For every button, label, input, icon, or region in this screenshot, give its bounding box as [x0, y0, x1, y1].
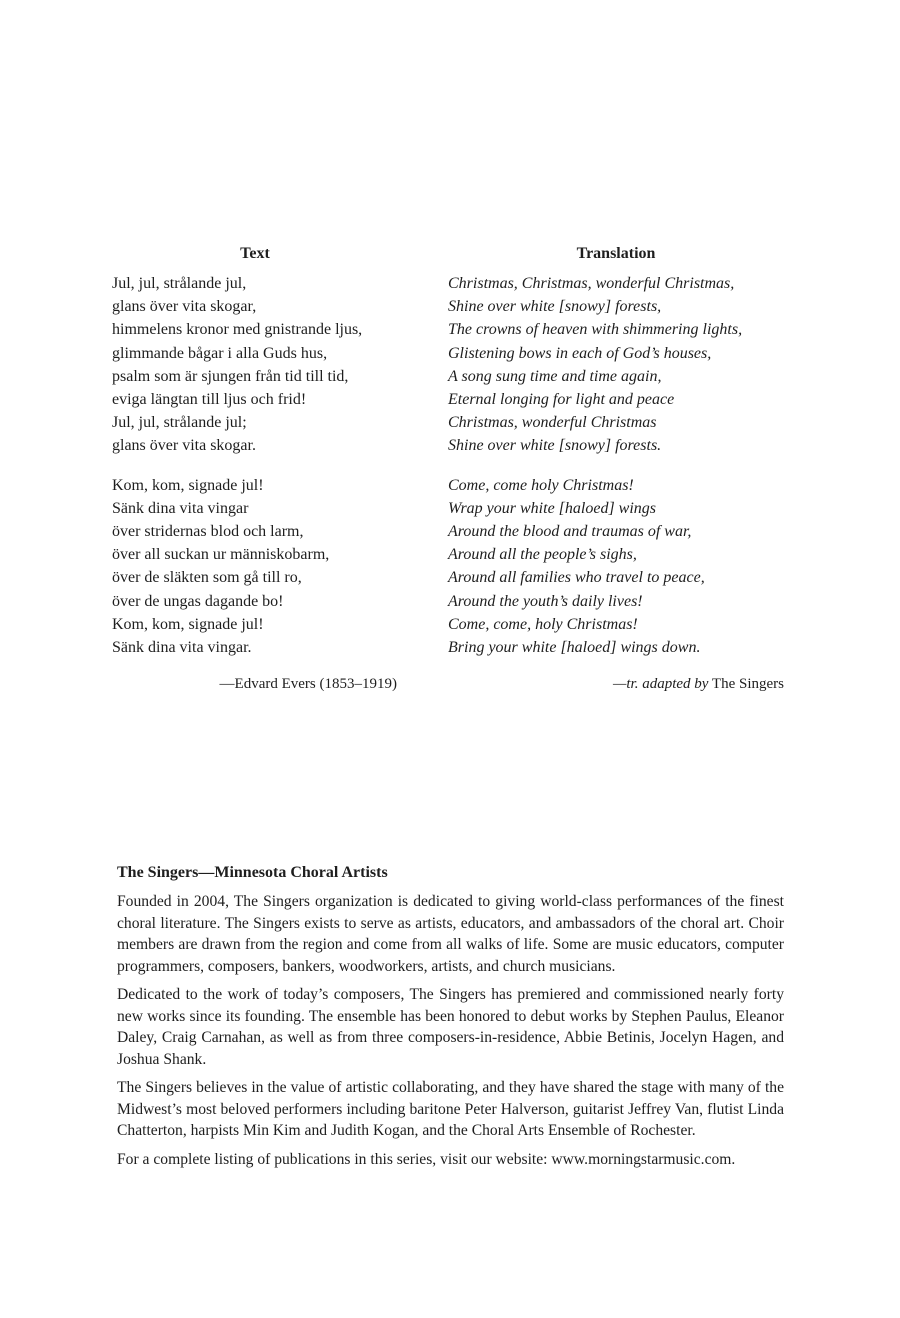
- text-line: Kom, kom, signade jul!: [112, 476, 264, 494]
- translation-line: Come, come holy Christmas!: [448, 476, 634, 494]
- translation-line: Eternal longing for light and peace: [448, 391, 675, 409]
- text-line: eviga längtan till ljus och frid!: [112, 391, 307, 409]
- text-heading: Text: [240, 245, 270, 262]
- text-line: glans över vita skogar,: [112, 298, 257, 316]
- text-line: Kom, kom, signade jul!: [112, 615, 264, 633]
- text-line: glans över vita skogar.: [112, 437, 256, 455]
- text-line: glimmande bågar i alla Guds hus,: [112, 344, 328, 362]
- translation-heading: Translation: [576, 245, 656, 262]
- text-line: psalm som är sjungen från tid till tid,: [112, 367, 349, 385]
- translation-line: Around the youth’s daily lives!: [448, 592, 643, 610]
- translation-line: Around all the people’s sighs,: [448, 546, 637, 564]
- translation-line: Glistening bows in each of God’s houses,: [448, 344, 712, 362]
- translation-column: [448, 243, 793, 694]
- about-section: [117, 862, 784, 1177]
- text-line: Sänk dina vita vingar.: [112, 639, 252, 657]
- text-line: över de släkten som gå till ro,: [112, 569, 302, 587]
- about-paragraph: Dedicated to the work of today’s composers, The Singers has premiered and commissioned nearly forty new works since its founding. The ensemble has been honored to debut works by Stephen Paulus, Eleanor Daley, Craig Carnahan, as well as from three composers-in-residence, Abbie Betinis, Jocelyn Hagen, and Joshua Shank.: [117, 986, 784, 1068]
- text-stanza-1: [112, 272, 412, 458]
- translation-line: Christmas, Christmas, wonderful Christmas,: [448, 275, 735, 292]
- website-note: For a complete listing of publications in this series, visit our website: www.morningstarmusic.com.: [117, 1150, 736, 1168]
- text-stanza-2: [112, 474, 412, 660]
- text-line: över stridernas blod och larm,: [112, 523, 304, 541]
- about-paragraph: The Singers believes in the value of artistic collaborating, and they have shared the stage with many of the Midwest’s most beloved performers including baritone Peter Halverson, guitarist Jeffrey Van, flutist Linda Chatterton, harpists Min Kim and Judith Kogan, and the Choral Arts Ensemble of Rochester.: [117, 1079, 784, 1139]
- translation-line: A song sung time and time again,: [448, 367, 662, 385]
- text-attribution: —Edvard Evers (1853–1919): [219, 676, 397, 693]
- translation-attribution-name: The Singers: [708, 676, 784, 693]
- text-line: över all suckan ur människobarm,: [112, 546, 330, 564]
- about-heading: The Singers—Minnesota Choral Artists: [117, 864, 388, 881]
- translation-line: Wrap your white [haloed] wings: [448, 499, 657, 517]
- text-line: himmelens kronor med gnistrande ljus,: [112, 321, 363, 339]
- translation-line: Shine over white [snowy] forests,: [448, 298, 662, 316]
- translation-line: Bring your white [haloed] wings down.: [448, 639, 701, 657]
- text-column: [112, 243, 412, 694]
- translation-stanza-1: [448, 272, 793, 458]
- translation-line: Shine over white [snowy] forests.: [448, 437, 662, 455]
- translation-line: Christmas, wonderful Christmas: [448, 414, 657, 432]
- about-paragraph: Founded in 2004, The Singers organization is dedicated to giving world-class performances of the finest choral literature. The Singers exists to serve as artists, educators, and ambassadors of the choral art. Choir members are drawn from the region and come from all walks of life. Some are music educators, computer programmers, composers, bankers, woodworkers, artists, and church musicians.: [117, 893, 784, 975]
- translation-line: Come, come, holy Christmas!: [448, 615, 638, 633]
- translation-attribution: [448, 674, 784, 694]
- translation-line: Around all families who travel to peace,: [448, 569, 705, 587]
- translation-attribution-prefix: —tr. adapted by: [613, 676, 709, 693]
- text-line: Jul, jul, strålande jul;: [112, 414, 247, 432]
- text-line: Jul, jul, strålande jul,: [112, 275, 247, 292]
- text-line: Sänk dina vita vingar: [112, 499, 249, 517]
- translation-stanza-2: [448, 474, 793, 660]
- translation-line: Around the blood and traumas of war,: [448, 523, 692, 541]
- text-line: över de ungas dagande bo!: [112, 592, 284, 610]
- translation-line: The crowns of heaven with shimmering lights,: [448, 321, 743, 339]
